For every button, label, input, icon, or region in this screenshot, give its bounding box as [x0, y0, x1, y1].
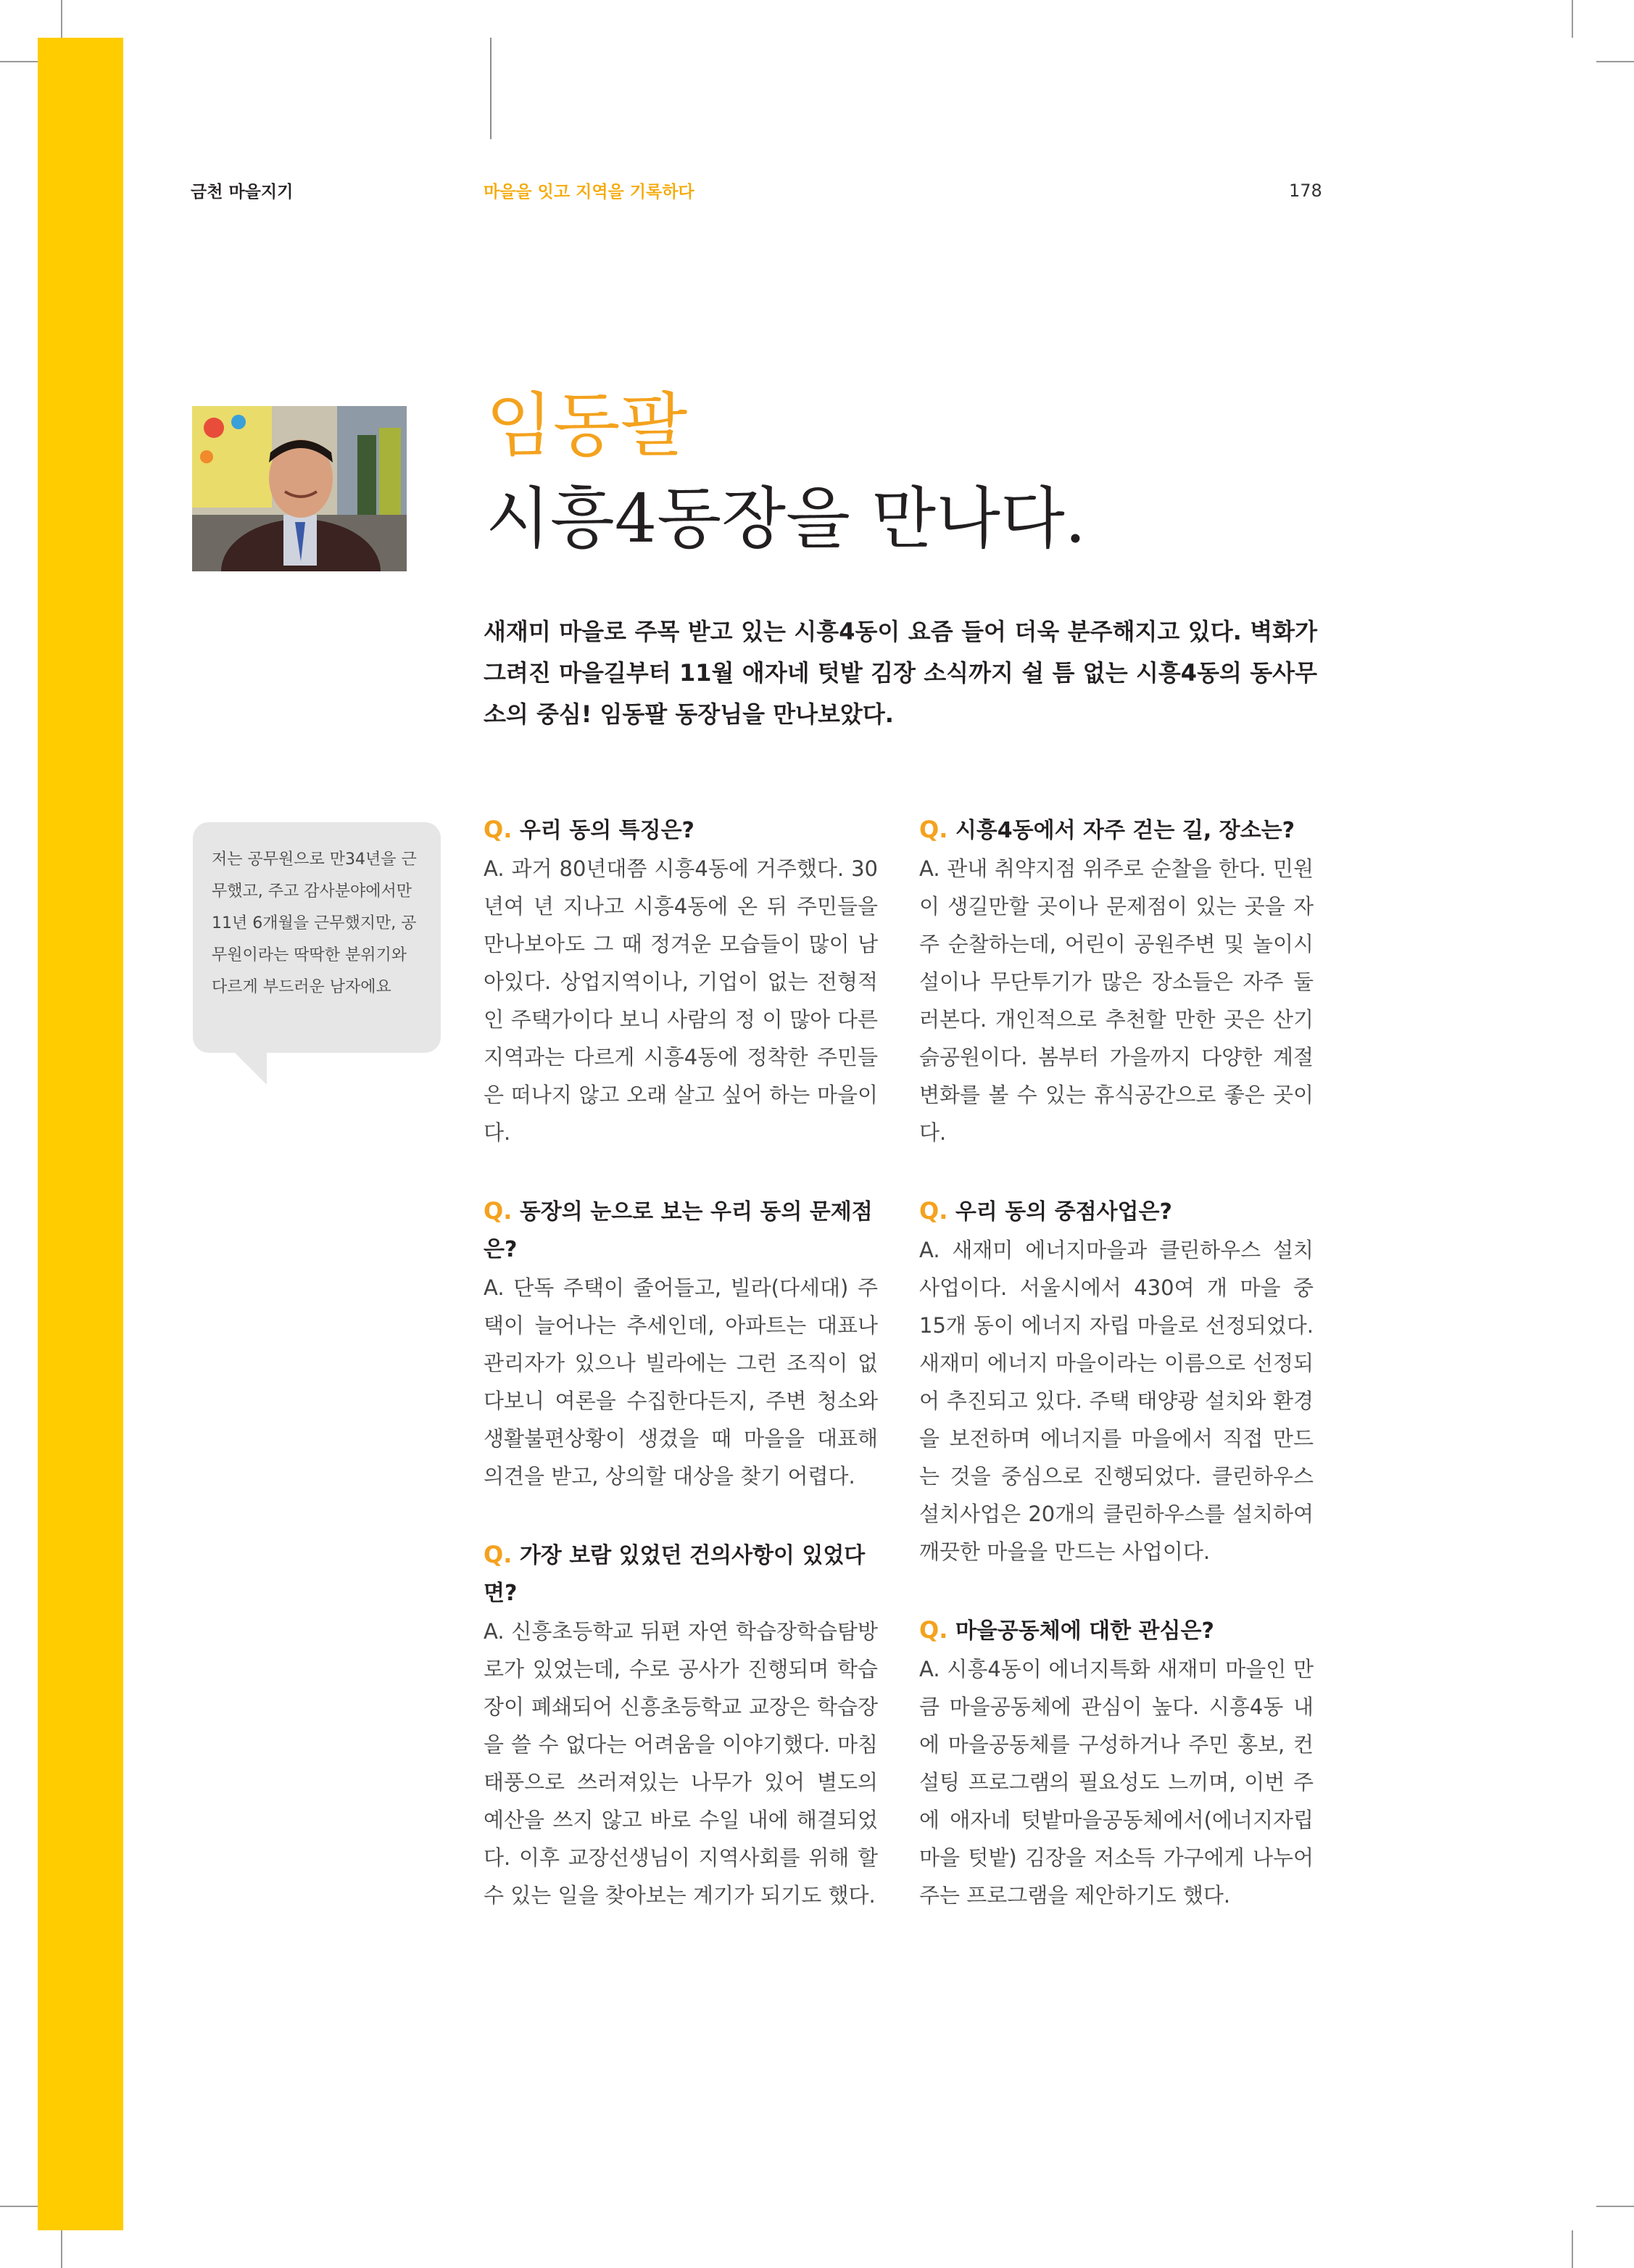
- q-mark: Q.: [919, 1616, 948, 1644]
- qa-item: [484, 1536, 878, 1914]
- answer-text: A. 과거 80년대쯤 시흥4동에 거주했다. 30년여 년 지나고 시흥4동에 온 뒤 주민들을 만나보아도 그 때 정겨운 모습들이 많이 남아있다. 상업지역이나, 기업이 없는 전형적인 주택가이다 보니 사람의 정 이 많아 다른 지역과는 다르게 시흥4동에 정착한 주민들은 떠나지 않고 오래 살고 싶어 하는 마을이다.: [484, 856, 878, 1145]
- section-title: 마을을 잇고 지역을 기록하다: [484, 183, 694, 202]
- question: [919, 811, 1314, 850]
- q-mark: Q.: [484, 1541, 513, 1568]
- q-mark: Q.: [484, 1197, 513, 1225]
- qa-item: [919, 1611, 1314, 1914]
- crop-mark: [1572, 0, 1573, 38]
- lead-paragraph: 새재미 마을로 주목 받고 있는 시흥4동이 요즘 들어 더욱 분주해지고 있다. 벽화가 그려진 마을길부터 11월 애자네 텃밭 김장 소식까지 쉴 틈 없는 시흥4동의 동사무소의 중심! 임동팔 동장님을 만나보았다.: [484, 618, 1317, 728]
- answer-text: A. 새재미 에너지마을과 클린하우스 설치 사업이다. 서울시에서 430여 개 마을 중 15개 동이 에너지 자립 마을로 선정되었다. 새재미 에너지 마을이라는 이름으로 선정되어 추진되고 있다. 주택 태양광 설치와 환경을 보전하며 에너지를 마을에서 직접 만드는 것을 중심으로 진행되었다. 클린하우스 설치사업은 20개의 클린하우스를 설치하여 깨끗한 마을을 만드는 사업이다.: [919, 1238, 1314, 1564]
- crop-mark: [1572, 2230, 1573, 2268]
- article-name: 임동팔: [486, 385, 688, 466]
- crop-mark: [61, 0, 62, 38]
- answer-text: A. 관내 취약지점 위주로 순찰을 한다. 민원이 생길만할 곳이나 문제점이 있는 곳을 자주 순찰하는데, 어린이 공원주변 및 놀이시설이나 무단투기가 많은 장소들은 자주 둘러본다. 개인적으로 추천할 만한 곳은 산기슭공원이다. 봄부터 가을까지 다양한 계절변화를 볼 수 있는 휴식공간으로 좋은 곳이다.: [919, 856, 1314, 1145]
- question-text: 마을공동체에 대한 관심은?: [955, 1618, 1214, 1644]
- portrait-photo: [192, 406, 407, 571]
- quote-bubble: [193, 822, 441, 1053]
- qa-item: [484, 1192, 878, 1495]
- question-text: 우리 동의 특징은?: [519, 818, 694, 843]
- question: [484, 1536, 878, 1613]
- question-text: 동장의 눈으로 보는 우리 동의 문제점은?: [484, 1199, 873, 1262]
- answer-text: A. 신흥초등학교 뒤편 자연 학습장학습탐방로가 있었는데, 수로 공사가 진행되며 학습장이 폐쇄되어 신흥초등학교 교장은 학습장을 쓸 수 없다는 어려움을 이야기했다. 마침 태풍으로 쓰러져있는 나무가 있어 별도의 예산을 쓰지 않고 바로 수일 내에 해결되었다. 이후 교장선생님이 지역사회를 위해 할 수 있는 일을 찾아보는 계기가 되기도 했다.: [484, 1619, 878, 1908]
- answer-text: A. 시흥4동이 에너지특화 새재미 마을인 만큼 마을공동체에 관심이 높다. 시흥4동 내에 마을공동체를 구성하거나 주민 홍보, 컨설팅 프로그램의 필요성도 느끼며, 이번 주에 애자네 텃밭마을공동체에서(에너지자립마을 텃밭) 김장을 저소득 가구에게 나누어주는 프로그램을 제안하기도 했다.: [919, 1657, 1314, 1908]
- quote-bubble-text: 저는 공무원으로 만34년을 근무했고, 주고 감사분야에서만 11년 6개월을 근무했지만, 공무원이라는 딱딱한 분위기와 다르게 부드러운 남자에요: [212, 850, 417, 996]
- qa-item: [919, 1192, 1314, 1570]
- side-color-bar: [38, 38, 123, 2230]
- question-text: 가장 보람 있었던 건의사항이 있었다면?: [484, 1543, 866, 1606]
- q-mark: Q.: [484, 816, 513, 843]
- crop-mark: [61, 2230, 62, 2268]
- qa-item: [919, 811, 1314, 1151]
- question: [919, 1192, 1314, 1231]
- question: [919, 1611, 1314, 1650]
- crop-mark: [0, 61, 38, 62]
- question-text: 시흥4동에서 자주 걷는 길, 장소는?: [955, 818, 1295, 843]
- crop-mark: [1596, 2206, 1634, 2207]
- right-column: [919, 811, 1314, 1955]
- q-mark: Q.: [919, 816, 948, 843]
- question-text: 우리 동의 중점사업은?: [955, 1199, 1172, 1225]
- article-title: 시흥4동장을 만나다.: [486, 480, 1086, 558]
- header-divider: [490, 38, 492, 139]
- crop-mark: [0, 2206, 38, 2207]
- qa-item: [484, 811, 878, 1151]
- q-mark: Q.: [919, 1197, 948, 1225]
- crop-mark: [1596, 61, 1634, 62]
- book-title: 금천 마을지기: [191, 183, 294, 202]
- answer-text: A. 단독 주택이 줄어들고, 빌라(다세대) 주택이 늘어나는 추세인데, 아파트는 대표나 관리자가 있으나 빌라에는 그런 조직이 없다보니 여론을 수집한다든지, 주변 청소와 생활불편상황이 생겼을 때 마을을 대표해 의견을 받고, 상의할 대상을 찾기 어렵다.: [484, 1275, 878, 1489]
- page-number: 178: [1289, 181, 1322, 201]
- question: [484, 1192, 878, 1269]
- question: [484, 811, 878, 850]
- left-column: [484, 811, 878, 1955]
